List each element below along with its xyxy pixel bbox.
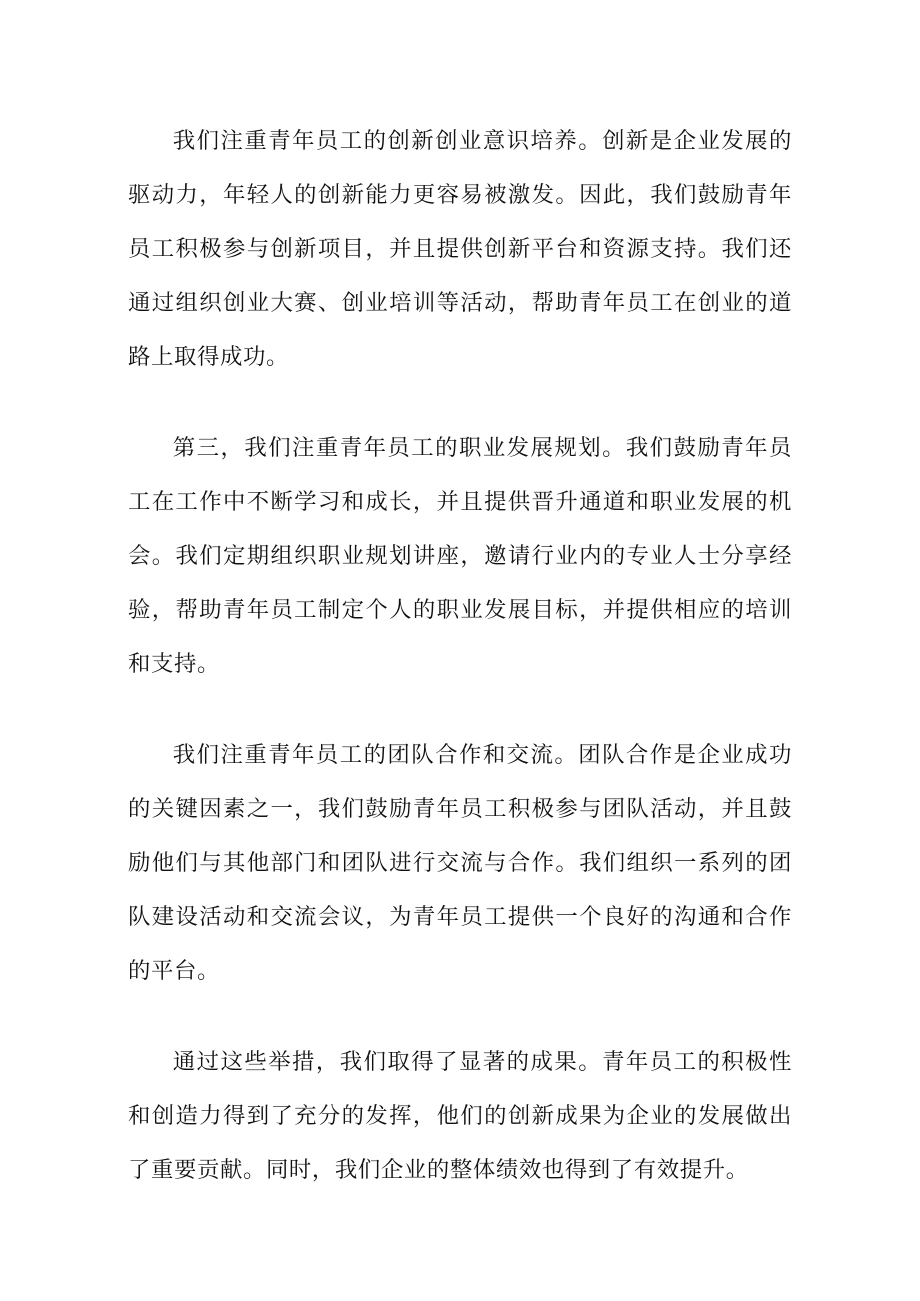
paragraph-innovation: 我们注重青年员工的创新创业意识培养。创新是企业发展的驱动力，年轻人的创新能力更容易被激发。因此，我们鼓励青年员工积极参与创新项目，并且提供创新平台和资源支持。我们还通过组织创业大赛、创业培训等活动，帮助青年员工在创业的道路上取得成功。 <box>128 128 792 370</box>
paragraph-teamwork: 我们注重青年员工的团队合作和交流。团队合作是企业成功的关键因素之一，我们鼓励青年员工积极参与团队活动，并且鼓励他们与其他部门和团队进行交流与合作。我们组织一系列的团队建设活动和交流会议，为青年员工提供一个良好的沟通和合作的平台。 <box>128 742 792 984</box>
paragraph-career-planning: 第三，我们注重青年员工的职业发展规划。我们鼓励青年员工在工作中不断学习和成长，并且提供晋升通道和职业发展的机会。我们定期组织职业规划讲座，邀请行业内的专业人士分享经验，帮助青年员工制定个人的职业发展目标，并提供相应的培训和支持。 <box>128 435 792 677</box>
paragraph-results: 通过这些举措，我们取得了显著的成果。青年员工的积极性和创造力得到了充分的发挥，他们的创新成果为企业的发展做出了重要贡献。同时，我们企业的整体绩效也得到了有效提升。 <box>128 1049 792 1183</box>
document-body <box>128 114 792 1234</box>
